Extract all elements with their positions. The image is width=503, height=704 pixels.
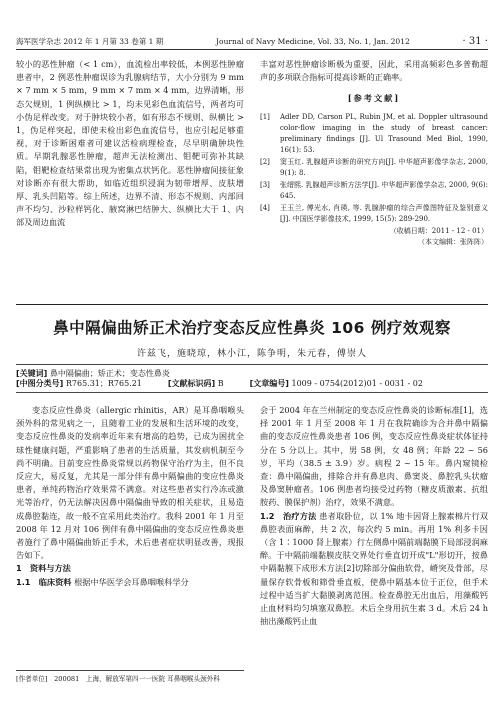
subsection-paragraph: [16, 576, 244, 589]
bottom-right-column: [260, 404, 488, 628]
reference-number: [4]: [260, 203, 270, 212]
journal-info: 海军医学杂志 2012 年 1 月第 33 卷第 1 期: [16, 37, 164, 46]
subsection-heading: 1.2 治疗方法: [260, 510, 317, 521]
subsection-paragraph: [260, 510, 488, 629]
keywords-value: 鼻中隔偏曲；矫正术；变态性鼻炎: [49, 369, 170, 378]
article-id-label: [文章编号]: [249, 379, 289, 388]
running-header: [16, 36, 488, 50]
reference-number: [1]: [260, 112, 270, 121]
body-paragraph: 会于 2004 年在兰州制定的变态反应性鼻炎的诊断标准[1]，选择 2001 年 1 月至 2008 年 1 月在我院确诊为合并鼻中隔偏曲的变态反应性鼻炎患者 106 例，变态反应性鼻炎症状体征持分在 5 分以上。其中，男 58 例，女 48 例；年龄 22 ~ 56 岁，平均（38.5 ± 3.9）岁。病程 2 ~ 15 年。鼻内窥镜检查：鼻中隔偏曲，排除合并有鼻息肉、鼻窦炎、鼻腔乳头状瘤及鼻窦肿瘤者。106 例患者均接受过药物（糖皮质激素、抗组胺药、膜保护剂）治疗，效果不满意。: [260, 405, 488, 508]
bottom-left-column: [16, 404, 244, 589]
reference-text: 窦玉红. 乳腺超声诊断的研究方向[J]. 中华超声影像学杂志, 2000, 9(1): 8.: [280, 157, 488, 177]
top-right-column: [260, 58, 488, 248]
article-id-value: 1009 - 0754(2012)01 - 0031 - 02: [291, 379, 423, 388]
keywords-line: [16, 364, 488, 379]
received-date: （收稿日期：2011 - 12 - 01）: [389, 226, 488, 235]
reference-number: [3]: [260, 180, 270, 189]
page-number: · 31 ·: [462, 36, 488, 47]
clc-label: [中图分类号]: [16, 379, 64, 388]
reference-item: [260, 112, 488, 156]
reference-text: 王玉兰, 傅光水, 肖瑛, 等. 乳腺肿瘤的综合声像图特征及鉴别意义[J]. 中国医学影像技术, 1999, 15(5): 289-290.: [280, 203, 488, 223]
reference-number: [2]: [260, 157, 270, 166]
reference-item: [260, 180, 488, 202]
body-paragraph: 丰富对恶性肿瘤诊断极为重要，因此，采用高频彩色多普勒超声的多项联合指标可提高诊断的正确率。: [260, 59, 488, 83]
keywords-label: [关键词]: [16, 369, 48, 378]
author-affiliation-footnote: [作者单位] 200081 上海，解放军第四一一医院 耳鼻咽喉头颈外科: [16, 670, 244, 684]
editor-note: （本文编辑：张阵阵）: [418, 237, 488, 246]
doc-code-value: B: [217, 379, 224, 388]
article-title: 鼻中隔偏曲矫正术治疗变态反应性鼻炎 106 例疗效观察: [53, 319, 451, 337]
section-divider: [16, 304, 488, 305]
subsection-heading: 1.1 临床资料: [16, 576, 72, 587]
classification-line: [16, 378, 488, 393]
reference-item: [260, 157, 488, 179]
intro-paragraph: 变态反应性鼻炎（allergic rhinitis，AR）是耳鼻咽喉头颈外科的常见病之一，且随着工业的发展和生活环境的改变，变态反应性鼻炎的发病率近年来有增高的趋势，已成为困扰全球性健康问题，严重影响了患者的生活质量，其发病机制至今尚不明确。目前变应性鼻炎常规以药物保守治疗为主，但不良反应大，易反复，尤其是一部分伴有鼻中隔偏曲的变应性鼻炎患者，单纯药物治疗效果常不满意。对这些患者实行冷冻或激光等治疗，仍无法解决因鼻中隔偏曲导致的相关症状，且易造成鼻腔黏连，故一般不宜采用此类治疗。我科 2001 年 1 月至 2008 年 12 月对 106 例伴有鼻中隔偏曲的变态反应性鼻炎患者施行了鼻中隔偏曲矫正手术，术后患者症状明显改善，现报告如下。: [16, 405, 244, 561]
section-heading: 1 资料与方法: [16, 563, 71, 574]
subsection-text: 患者取卧位，以 1% 地卡因肾上腺素棉片行双鼻腔表面麻醉，共 2 次，每次约 5 min。再用 1% 利多卡因（含 1∶1000 肾上腺素）行左侧鼻中隔前端黏膜下局部浸润麻醉。于中隔前端黏膜皮肤交界处行垂直切开成"L"形切开，按鼻中隔黏膜下成形术方法[2]切除部分偏曲软骨，嵴突及骨部，尽量保存软骨板和筛骨垂直板，使鼻中隔基本位于正位，但手术过程中适当扩大黏膜剥离范围。检查鼻腔无出血后，用藻酸钙止血材料均匀填塞双鼻腔。术后全身用抗生素 3 d。术后 24 h 抽出藻酸钙止血: [260, 510, 488, 627]
body-paragraph: 较小的恶性肿瘤（< 1 cm），血流检出率较低，本例恶性肿瘤患者中，2 例恶性肿瘤误诊为乳腺病结节，大小分别为 9 mm × 7 mm × 5 mm，9 mm × 7 mm × 4 mm，边界清晰，形态欠规则，1 例纵横比 > 1，均未见彩色血流信号，两者均可小伪足样改变。对于肿块较小者，如有形态不规则、纵横比 > 1，伪足样突起，即使未检出彩色血流信号，也应引起足够重视，对于诊断困难者可建议活检病理检查，尽早明确肿块性质。早期乳腺恶性肿瘤，超声无法检测出、钼靶可弥补其缺陷，钼靶检查结果常出现为密集点状钙化。恶性肿瘤间接征象对诊断亦有很大帮助，如临近组织浸润为韧带增厚、皮肤增厚、乳头凹陷等。综上所述，边界不清、形态不规则、内部回声不均匀、沙粒样钙化、腋窝淋巴结肿大、纵横比大于 1、内部及周边血流: [16, 59, 244, 228]
clc-value: R765.31；R765.21: [65, 379, 142, 388]
doc-code-label: [文献标识码]: [167, 379, 216, 388]
reference-item: [260, 203, 488, 225]
journal-info-en: Journal of Navy Medicine, Vol. 33, No. 1, Jan. 2012: [216, 37, 410, 46]
reference-text: Adler DD, Carson PL, Rubin JM, et al. Doppler ultrasound color-flow imaging in the study of breast cancer: preliminary findings [J]. Ul Trasound Med Biol, 1990, 16(1): 53.: [280, 112, 488, 154]
references-heading: [参考文献]: [347, 93, 401, 104]
top-left-column: [16, 58, 244, 230]
subsection-text: 根据中华医学会耳鼻咽喉科学分: [74, 576, 189, 587]
reference-text: 张缙熙. 乳腺超声诊断方法学[J]. 中华超声影像学杂志, 2000, 9(6): 645.: [280, 180, 488, 200]
article-authors: 许兹飞，施晓琼，林小江，陈争明，朱元春，傅崇人: [136, 349, 367, 359]
